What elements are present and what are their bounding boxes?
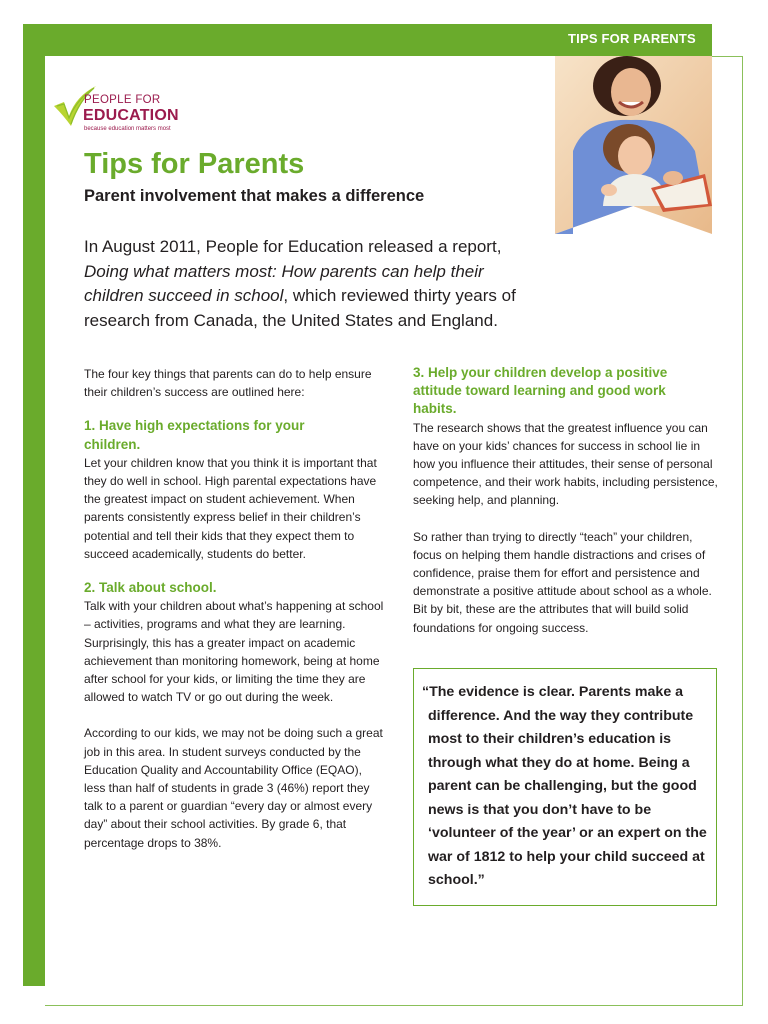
section-body-teach: So rather than trying to directly “teach” your children, focus on helping them handle distractions and crises of confidence, praise them for effort and persistence and demonstrate a positive attitude about school as a whole. Bit by bit, these are the attributes that will build solid foundations for ongoing success.: [413, 529, 712, 635]
header-tab-label: TIPS FOR PARENTS: [568, 31, 696, 46]
logo-tagline: because education matters most: [84, 126, 171, 132]
section-heading-expectations: 1. Have high expectations for your children.: [84, 418, 305, 452]
logo-text-line1: PEOPLE FOR: [84, 94, 161, 106]
section-body-talk-about-school: Talk with your children about what’s happening at school – activities, programs and what they are learning. Surprisingly, this has a greater impact on academic achievement than monitoring homework, being at home after school for your kids, or limiting the time they are allowed to watch TV or go out during the week.: [84, 599, 384, 705]
frame-top-edge: [712, 56, 743, 57]
section-body-positive-attitude: The research shows that the greatest influence you can have on your kids’ chances for success in school lie in how you influence their attitudes, their sense of personal competence, and their work habits, including persistence, seeking help, and planning.: [413, 420, 718, 508]
page-title: Tips for Parents: [84, 148, 305, 180]
intro-text-part2: , which reviewed thirty years of research from Canada, the United States and England.: [84, 286, 516, 330]
report-title: Doing what matters most: How parents can help their children succeed in school: [84, 261, 484, 305]
quote-text: “The evidence is clear. Parents make a difference. And the way they contribute most to their children’s education is through what they do at home. Being a parent can be challenging, but the good news is that you don’t have to be ‘volunteer of the year’ or an expert on the war of 1812 to help your child succeed at school.”: [422, 684, 707, 888]
right-column: [413, 364, 718, 637]
intro-paragraph: [84, 235, 544, 333]
section-heading-talk-about-school: 2. Talk about school.: [84, 580, 217, 596]
section-heading-positive-attitude: 3. Help your children develop a positive attitude toward learning and good work habits.: [413, 365, 668, 417]
intro-text-part1: In August 2011, People for Education released a report,: [84, 237, 502, 256]
quote-box: [413, 668, 717, 906]
section-body-survey: According to our kids, we may not be doing such a great job in this area. In student surveys conducted by the Education Quality and Accountability Office (EQAO), less than half of students in grade 3 (46%) report they talk to a parent or guardian “every day or almost every day” about their school activities. By grade 6, that percentage drops to 38%.: [84, 726, 383, 850]
lead-paragraph: The four key things that parents can do to help ensure their children’s success are outlined here:: [84, 367, 372, 400]
section-body-expectations: Let your children know that you think it is important that they do well in school. High parental expectations have the greatest impact on student achievement. When parents consistently express belief in their children’s potential and tell their kids that they expect them to succeed academically, students do better.: [84, 455, 377, 561]
left-column: [84, 365, 384, 852]
logo-text-line2: EDUCATION: [83, 107, 179, 124]
left-accent-bar: [23, 24, 45, 986]
people-for-education-logo: [52, 82, 202, 138]
page-subtitle: Parent involvement that makes a difference: [84, 187, 425, 205]
parent-child-photo: [555, 56, 712, 234]
